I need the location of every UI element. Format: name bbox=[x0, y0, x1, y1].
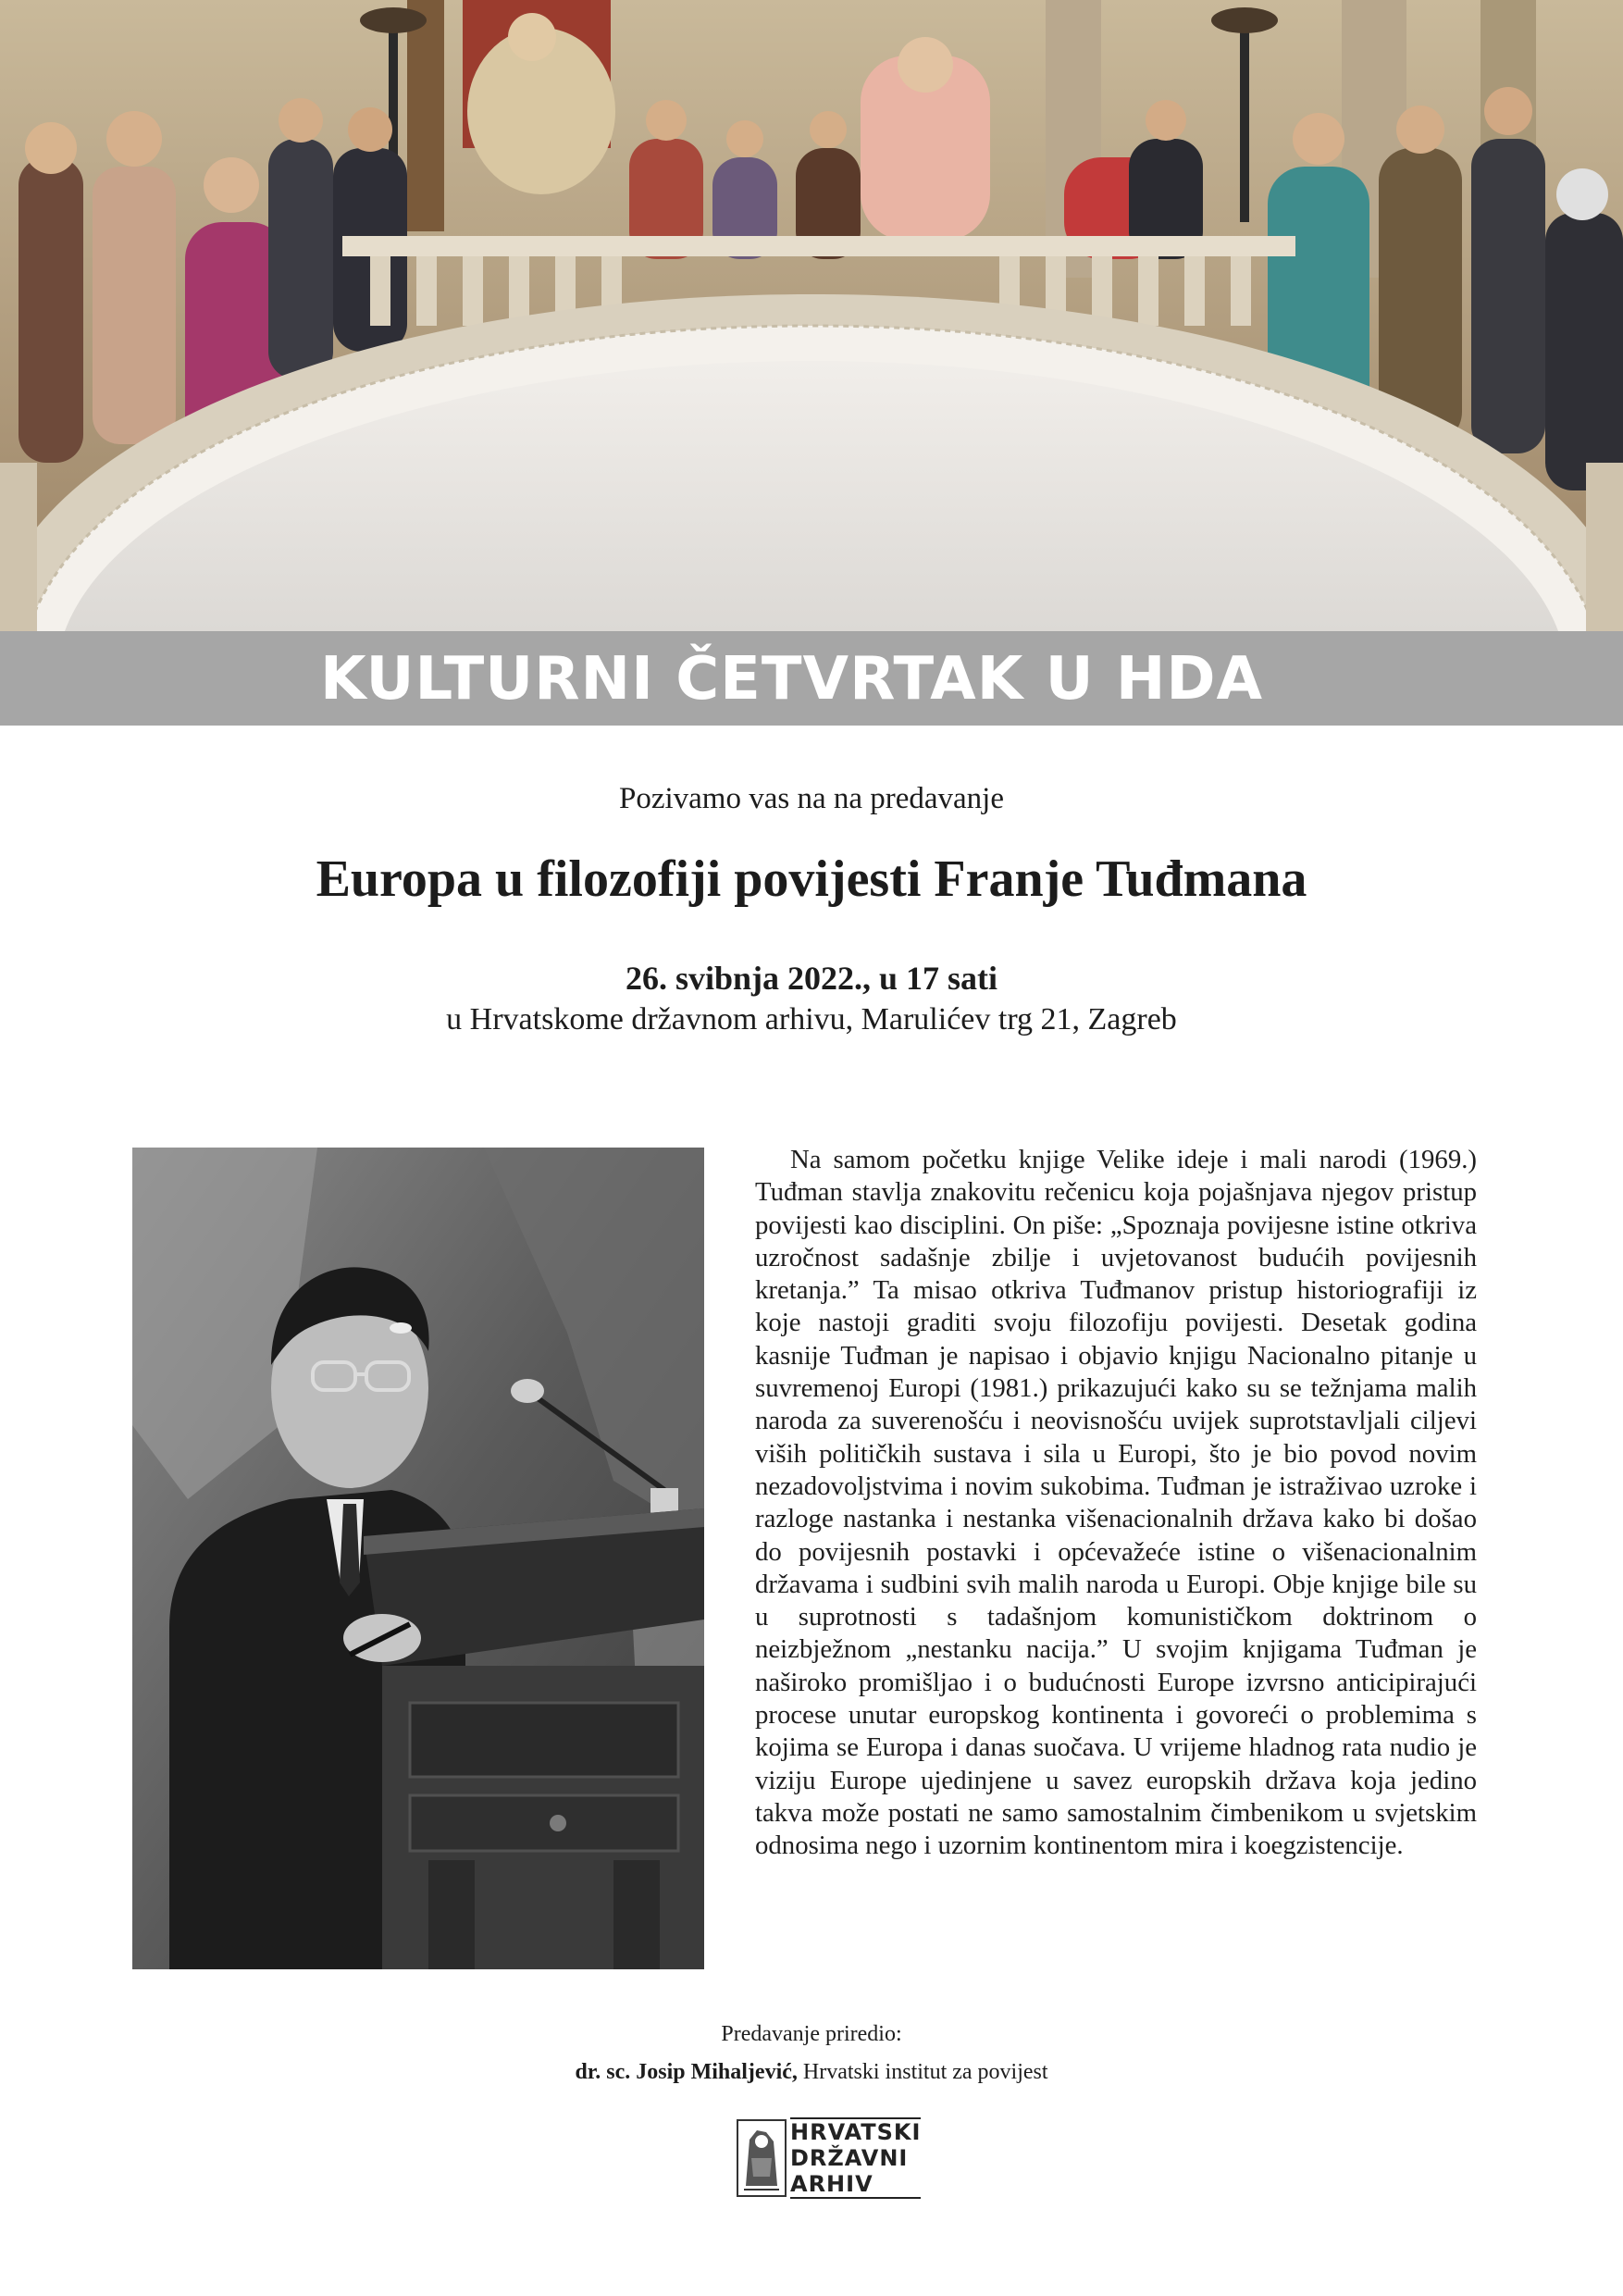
logo-emblem-icon bbox=[737, 2119, 787, 2197]
logo-line-1: HRVATSKI bbox=[790, 2119, 922, 2145]
logo-line-3: ARHIV bbox=[790, 2171, 921, 2199]
invitation-text: Pozivamo vas na na predavanje bbox=[618, 782, 1004, 815]
logo-line-2: DRŽAVNI bbox=[790, 2145, 909, 2171]
lecture-title: Europa u filozofiji povijesti Franje Tuđmana bbox=[316, 850, 1307, 908]
speaker-photo bbox=[132, 1148, 704, 1969]
banner-title: KULTURNI ČETVRTAK U HDA bbox=[320, 645, 1264, 714]
header-fresco-image bbox=[0, 0, 1623, 631]
author-name: dr. sc. Josip Mihaljević, bbox=[575, 2060, 798, 2084]
hda-logo bbox=[737, 2119, 922, 2199]
description-paragraph: Na samom početku knjige Velike ideje i mali narodi (1969.) Tuđman stavlja znakovitu rečenicu koja pojašnjava njegov pristup povijesti kao disciplini. On piše: „Spoznaja povijesne istine otkriva uzročnost sadašnje zbilje i uvjetovanost budućih povijesnih kretanja.” Ta misao otkriva Tuđmanov pristup historiografiji iz koje nastoji graditi svoju filozofiju povijesti. Desetak godina kasnije Tuđman je napisao i objavio knjigu Nacionalno pitanje u suvremenoj Europi (1981.) prikazujući kako su se težnjama malih naroda za suverenošću i neovisnošću uvijek suprotstavljali ciljevi viših političkih sustava i sila u Europi, što je bio povod novim nezadovoljstvima i novim sukobima. Tuđman je istraživao uzroke i razloge nastanka i nestanka višenacionalnih država kako bi došao do povijesnih postavki i općevažeće istine o višenacionalnim državama i sudbini svih malih naroda u Europi. Obje knjige bile su u suprotnosti s tadašnjom komunističkom doktrinom o neizbježnom „nestanku nacija.” U svojim knjigama Tuđman je naširoko promišljao i o budućnosti Europe izvrsno anticipirajući procese unutar europskog kontinenta i govoreći o problemima s kojima se Europa i danas suočava. U vrijeme hladnog rata nudio je viziju Europe ujedinjene u savez europskih država koja jedino takva može postati ne samo samostalnim čimbenikom u svjetskim odnosima nego i uzornim kontinentom mira i koegzistencije. bbox=[755, 1145, 1477, 1861]
prepared-by-label: Predavanje priredio: bbox=[721, 2022, 902, 2046]
event-banner bbox=[0, 631, 1623, 726]
lecture-description bbox=[755, 1144, 1477, 1863]
logo-wordmark bbox=[790, 2117, 921, 2199]
event-date: 26. svibnja 2022., u 17 sati bbox=[625, 960, 998, 997]
author-credit bbox=[0, 2060, 1623, 2085]
author-affiliation: Hrvatski institut za povijest bbox=[797, 2060, 1048, 2084]
event-venue: u Hrvatskome državnom arhivu, Marulićev trg 21, Zagreb bbox=[446, 1002, 1177, 1036]
